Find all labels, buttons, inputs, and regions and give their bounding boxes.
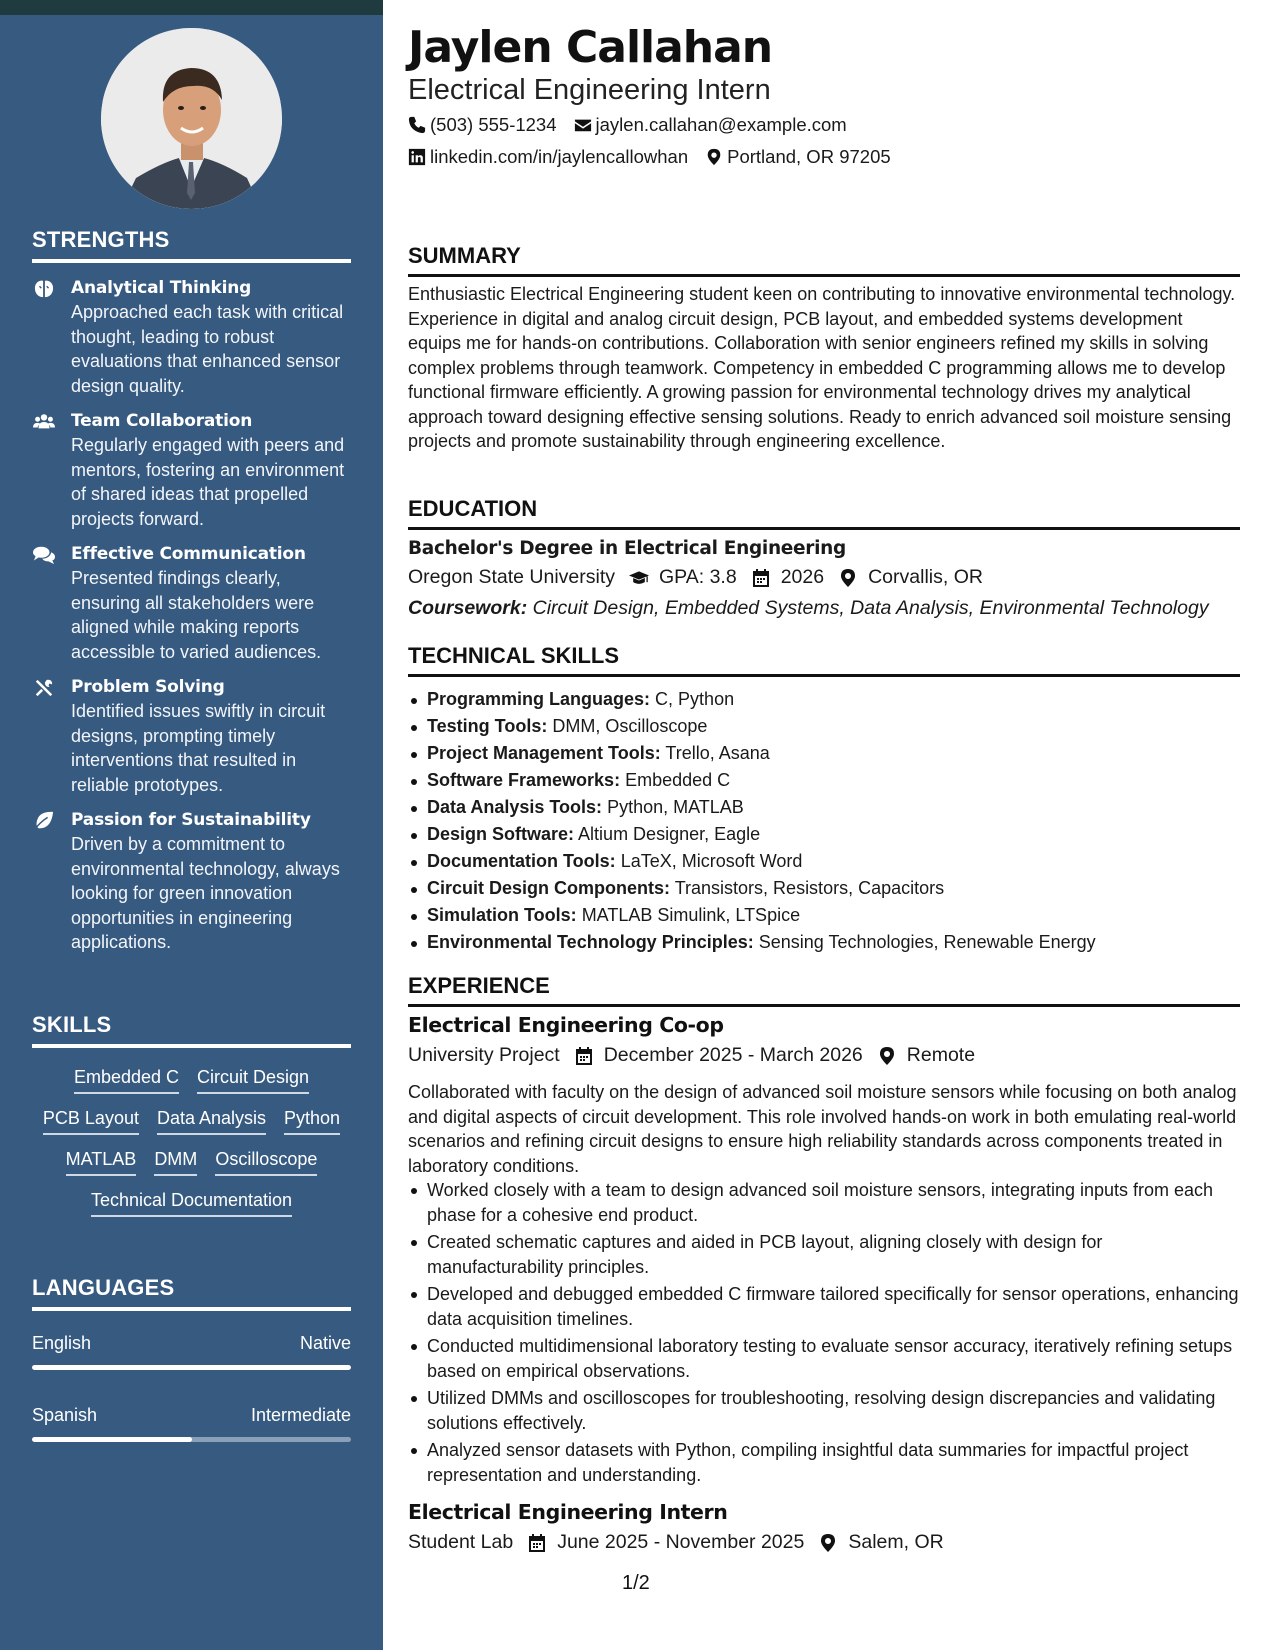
phone-number: (503) 555-1234 (430, 114, 557, 135)
list-item: Created schematic captures and aided in PCB layout, aligning closely with design for manufacturability principles. (408, 1230, 1240, 1279)
skill-category: Design Software: (427, 824, 575, 844)
strength-title: Passion for Sustainability (71, 810, 311, 830)
linkedin-url: linkedin.com/in/jaylencallowhan (430, 146, 689, 167)
technical-skills-heading: TECHNICAL SKILLS (408, 643, 1240, 677)
tools-icon (32, 677, 56, 699)
leaf-icon (32, 810, 56, 832)
job-title: Electrical Engineering Intern (408, 1500, 728, 1524)
email-address: jaylen.callahan@example.com (595, 114, 847, 135)
location-value: Salem, OR (848, 1531, 944, 1553)
language-proficiency-fill (32, 1437, 192, 1442)
job-dates (527, 1531, 804, 1554)
calendar-icon (527, 1533, 547, 1553)
gpa (629, 566, 737, 589)
job-title: Electrical Engineering Co-op (408, 1013, 724, 1037)
language-proficiency-fill (32, 1365, 351, 1370)
candidate-name: Jaylen Callahan (408, 22, 773, 73)
skill-category: Simulation Tools: (427, 905, 577, 925)
language-row (32, 1331, 351, 1355)
list-item (408, 929, 1240, 956)
brain-icon (32, 278, 56, 300)
list-item (408, 686, 1240, 713)
location-contact (705, 146, 891, 168)
strength-description: Driven by a commitment to environmental technology, always looking for green innovation opportunities in engineering applications. (71, 834, 340, 952)
skill-category: Testing Tools: (427, 716, 548, 736)
list-item (408, 767, 1240, 794)
list-item (408, 713, 1240, 740)
skill-values: MATLAB Simulink, LTSpice (581, 905, 801, 925)
list-item (408, 902, 1240, 929)
location-value: Remote (906, 1044, 976, 1066)
experience-heading: EXPERIENCE (408, 973, 1240, 1007)
dates-value: June 2025 - November 2025 (557, 1531, 805, 1553)
skill-values: Sensing Technologies, Renewable Energy (758, 932, 1096, 952)
job-location (877, 1044, 975, 1067)
strength-item (32, 809, 351, 955)
calendar-icon (574, 1046, 594, 1066)
job-meta (408, 1531, 958, 1554)
list-item (408, 821, 1240, 848)
map-pin-icon (818, 1533, 838, 1553)
job-meta (408, 1044, 989, 1067)
top-accent-strip (0, 0, 383, 15)
language-row (32, 1403, 351, 1427)
job-organization: Student Lab (408, 1531, 514, 1553)
language-proficiency-bar (32, 1365, 351, 1370)
strength-item (32, 676, 351, 797)
job-location (818, 1531, 943, 1554)
languages-section (32, 1275, 351, 1442)
skills-section (32, 1012, 351, 1217)
list-item (408, 875, 1240, 902)
list-item: Analyzed sensor datasets with Python, compiling insightful data summaries for impactful project representation and understanding. (408, 1438, 1240, 1487)
summary-heading: SUMMARY (408, 243, 1240, 277)
strengths-heading: STRENGTHS (32, 227, 351, 263)
calendar-icon (751, 568, 771, 588)
envelope-icon (574, 116, 592, 134)
linkedin-icon (408, 148, 426, 166)
coursework-list: Circuit Design, Embedded Systems, Data Analysis, Environmental Technology (532, 597, 1209, 619)
avatar (101, 28, 282, 209)
language-level: Intermediate (250, 1405, 351, 1425)
skill-values: Python, MATLAB (607, 797, 744, 817)
skill-tag: Circuit Design (197, 1065, 309, 1094)
skill-values: Altium Designer, Eagle (578, 824, 761, 844)
linkedin-contact[interactable] (408, 146, 688, 168)
skill-tag: PCB Layout (43, 1106, 139, 1135)
list-item (408, 794, 1240, 821)
phone-icon (408, 116, 426, 134)
coursework (408, 597, 1209, 620)
skill-category: Environmental Technology Principles: (427, 932, 754, 952)
strength-title: Analytical Thinking (71, 278, 252, 298)
degree-title: Bachelor's Degree in Electrical Engineering (408, 538, 846, 559)
map-pin-icon (705, 148, 723, 166)
skill-tag: Oscilloscope (215, 1147, 317, 1176)
skill-category: Project Management Tools: (427, 743, 661, 763)
job-bullets (408, 1178, 1240, 1490)
skill-tag: Python (284, 1106, 340, 1135)
email-contact[interactable] (574, 114, 847, 136)
strength-title: Effective Communication (71, 544, 306, 564)
skill-tag: DMM (154, 1147, 197, 1176)
skills-heading: SKILLS (32, 1012, 351, 1048)
strength-description: Regularly engaged with peers and mentors, fostering an environment of shared ideas that propelled projects forward. (71, 435, 345, 529)
skill-tag: Data Analysis (157, 1106, 266, 1135)
map-pin-icon (877, 1046, 897, 1066)
dates-value: December 2025 - March 2026 (603, 1044, 863, 1066)
technical-skills-list (408, 686, 1240, 956)
list-item (408, 848, 1240, 875)
strength-title: Team Collaboration (71, 411, 253, 431)
skill-values: C, Python (655, 689, 735, 709)
languages-heading: LANGUAGES (32, 1275, 351, 1311)
contact-line (408, 146, 908, 168)
strengths-section (32, 227, 351, 955)
language-name: Spanish (32, 1405, 98, 1425)
strength-item (32, 543, 351, 664)
skill-category: Documentation Tools: (427, 851, 616, 871)
year-value: 2026 (780, 566, 825, 588)
job-dates (574, 1044, 863, 1067)
contact-line (408, 114, 864, 136)
skill-category: Data Analysis Tools: (427, 797, 603, 817)
comments-icon (32, 544, 56, 566)
candidate-role: Electrical Engineering Intern (408, 74, 771, 106)
school-name: Oregon State University (408, 566, 616, 588)
skill-tag: MATLAB (66, 1147, 137, 1176)
location-value: Corvallis, OR (868, 566, 983, 588)
skill-category: Software Frameworks: (427, 770, 621, 790)
strength-item (32, 410, 351, 531)
skill-tag: Technical Documentation (91, 1188, 292, 1217)
users-icon (32, 411, 56, 433)
list-item (408, 740, 1240, 767)
language-name: English (32, 1333, 92, 1353)
location-text: Portland, OR 97205 (727, 146, 891, 167)
map-pin-icon (838, 568, 858, 588)
page-number: 1/2 (622, 1572, 650, 1594)
gpa-value: GPA: 3.8 (659, 566, 737, 588)
graduation-cap-icon (629, 568, 649, 588)
skill-tag: Embedded C (74, 1065, 179, 1094)
graduation-year (751, 566, 824, 589)
job-organization: University Project (408, 1044, 560, 1066)
strength-description: Presented findings clearly, ensuring all stakeholders were aligned while making reports accessible to varied audiences. (71, 568, 322, 662)
skills-tag-list (32, 1065, 351, 1217)
skill-values: Embedded C (625, 770, 731, 790)
skill-category: Circuit Design Components: (427, 878, 671, 898)
language-level: Native (299, 1333, 351, 1353)
skill-values: Trello, Asana (665, 743, 770, 763)
language-proficiency-bar (32, 1437, 351, 1442)
strength-description: Approached each task with critical thought, leading to robust evaluations that enhanced sensor design quality. (71, 302, 344, 396)
strength-description: Identified issues swiftly in circuit designs, prompting timely interventions that resulted in reliable prototypes. (71, 701, 326, 795)
education-heading: EDUCATION (408, 496, 1240, 530)
strength-title: Problem Solving (71, 677, 225, 697)
summary-text: Enthusiastic Electrical Engineering student keen on contributing to innovative environmental technology. Experience in digital and analog circuit design, PCB layout, and embedded systems development equips me for hands-on contributions. Collaboration with senior engineers refined my skills in solving complex problems through teamwork. Competency in embedded C programming allows me to develop functional firmware efficiently. A growing passion for environmental technology drives my analytical approach toward designing effective sensing solutions. Ready to enrich advanced soil moisture sensing projects and promote sustainability through engineering excellence. (408, 284, 1236, 451)
school-location (838, 566, 983, 589)
phone-contact[interactable] (408, 114, 557, 136)
sidebar (0, 15, 383, 1650)
education-meta (408, 566, 997, 589)
skill-values: Transistors, Resistors, Capacitors (674, 878, 945, 898)
coursework-label: Coursework: (408, 597, 528, 619)
skill-values: LaTeX, Microsoft Word (620, 851, 803, 871)
skill-category: Programming Languages: (427, 689, 651, 709)
skill-values: DMM, Oscilloscope (552, 716, 708, 736)
job-description: Collaborated with faculty on the design of advanced soil moisture sensors while focusing on both analog and digital aspects of circuit development. This role involved hands-on work in both emulating real-world scenarios and refining circuit designs to ensure high reliability standards across components treated in laboratory conditions. (408, 1082, 1237, 1176)
list-item: Utilized DMMs and oscilloscopes for troubleshooting, resolving design discrepancies and validating solutions effectively. (408, 1386, 1240, 1435)
strength-item (32, 277, 351, 398)
list-item: Worked closely with a team to design advanced soil moisture sensors, integrating inputs from each phase for a cohesive end product. (408, 1178, 1240, 1227)
list-item: Conducted multidimensional laboratory testing to evaluate sensor accuracy, iteratively refining setups based on empirical observations. (408, 1334, 1240, 1383)
list-item: Developed and debugged embedded C firmware tailored specifically for sensor operations, enhancing data acquisition timelines. (408, 1282, 1240, 1331)
